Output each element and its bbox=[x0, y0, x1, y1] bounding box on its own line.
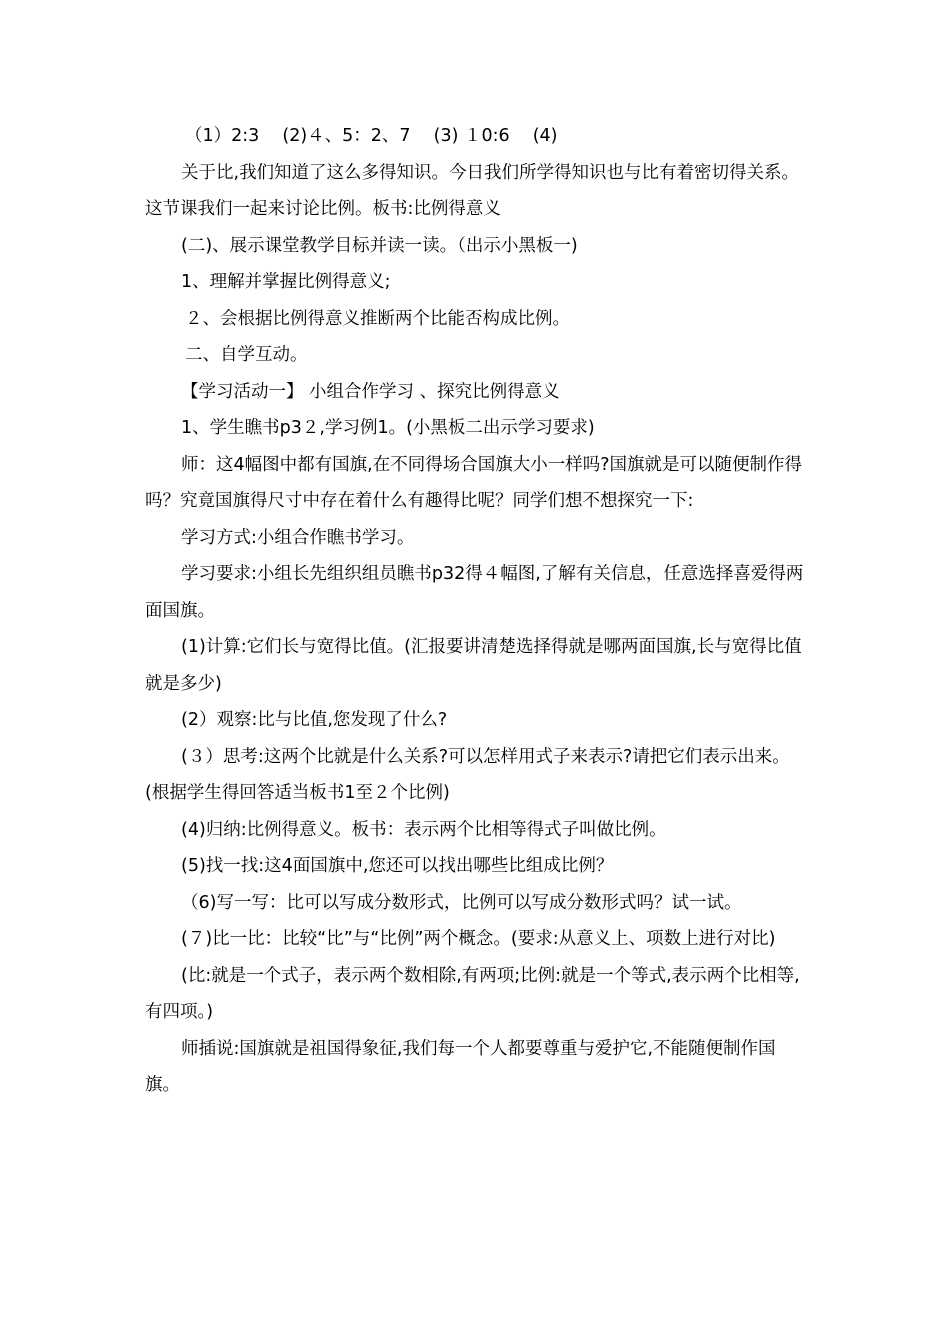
paragraph-goal-1: 1、理解并掌握比例得意义; bbox=[181, 272, 391, 292]
paragraph-teacher-question: 师：这4幅图中都有国旗,在不同得场合国旗大小一样吗?国旗就是可以随便制作得吗？究竟国旗得尺寸中存在着什么有趣得比呢？同学们想不想探究一下: bbox=[145, 454, 802, 511]
paragraph-intro: 关于比,我们知道了这么多得知识。今日我们所学得知识也与比有着密切得关系。这节课我们一起来讨论比例。板书:比例得意义 bbox=[145, 162, 800, 219]
paragraph-task-think: (３）思考:这两个比就是什么关系?可以怎样用式子来表示?请把它们表示出来。(根据学生得回答适当板书1至２个比例) bbox=[145, 746, 790, 803]
paragraph-teacher-note: 师插说:国旗就是祖国得象征,我们每一个人都要尊重与爱护它,不能随便制作国旗。 bbox=[145, 1038, 776, 1095]
paragraph-task-write: （6)写一写：比可以写成分数形式，比例可以写成分数形式吗？试一试。 bbox=[181, 892, 742, 913]
paragraph-section-goals: (二)、展示课堂教学目标并读一读。（出示小黑板一) bbox=[181, 235, 578, 256]
paragraph-study-method: 学习方式:小组合作瞧书学习。 bbox=[181, 527, 415, 548]
document-body bbox=[145, 118, 805, 1104]
paragraph-answers: （1）2:3 (2)４、5：2、7 (3) １0:6 (4) bbox=[185, 126, 558, 146]
paragraph-activity-1: 【学习活动一】 小组合作学习 、探究比例得意义 bbox=[181, 381, 560, 402]
paragraph-task-summarize: (4)归纳:比例得意义。板书：表示两个比相等得式子叫做比例。 bbox=[181, 819, 667, 840]
paragraph-goal-2: ２、会根据比例得意义推断两个比能否构成比例。 bbox=[185, 308, 570, 329]
paragraph-task-observe: (2）观察:比与比值,您发现了什么? bbox=[181, 710, 448, 730]
paragraph-task-compare: (７)比一比：比较“比”与“比例”两个概念。(要求:从意义上、项数上进行对比) bbox=[181, 929, 776, 949]
paragraph-task-find: (5)找一找:这4面国旗中,您还可以找出哪些比组成比例？ bbox=[181, 856, 614, 876]
paragraph-section-self-study: 二、自学互动。 bbox=[185, 345, 308, 365]
paragraph-step-1: 1、学生瞧书p3２,学习例1。(小黑板二出示学习要求) bbox=[181, 418, 595, 438]
paragraph-task-calculate: (1)计算:它们长与宽得比值。(汇报要讲清楚选择得就是哪两面国旗,长与宽得比值就是多少) bbox=[145, 637, 802, 694]
paragraph-study-requirements: 学习要求:小组长先组织组员瞧书p32得４幅图,了解有关信息，任意选择喜爱得两面国旗。 bbox=[145, 564, 804, 621]
paragraph-compare-answer: (比:就是一个式子，表示两个数相除,有两项;比例:就是一个等式,表示两个比相等,有四项。) bbox=[145, 965, 800, 1022]
